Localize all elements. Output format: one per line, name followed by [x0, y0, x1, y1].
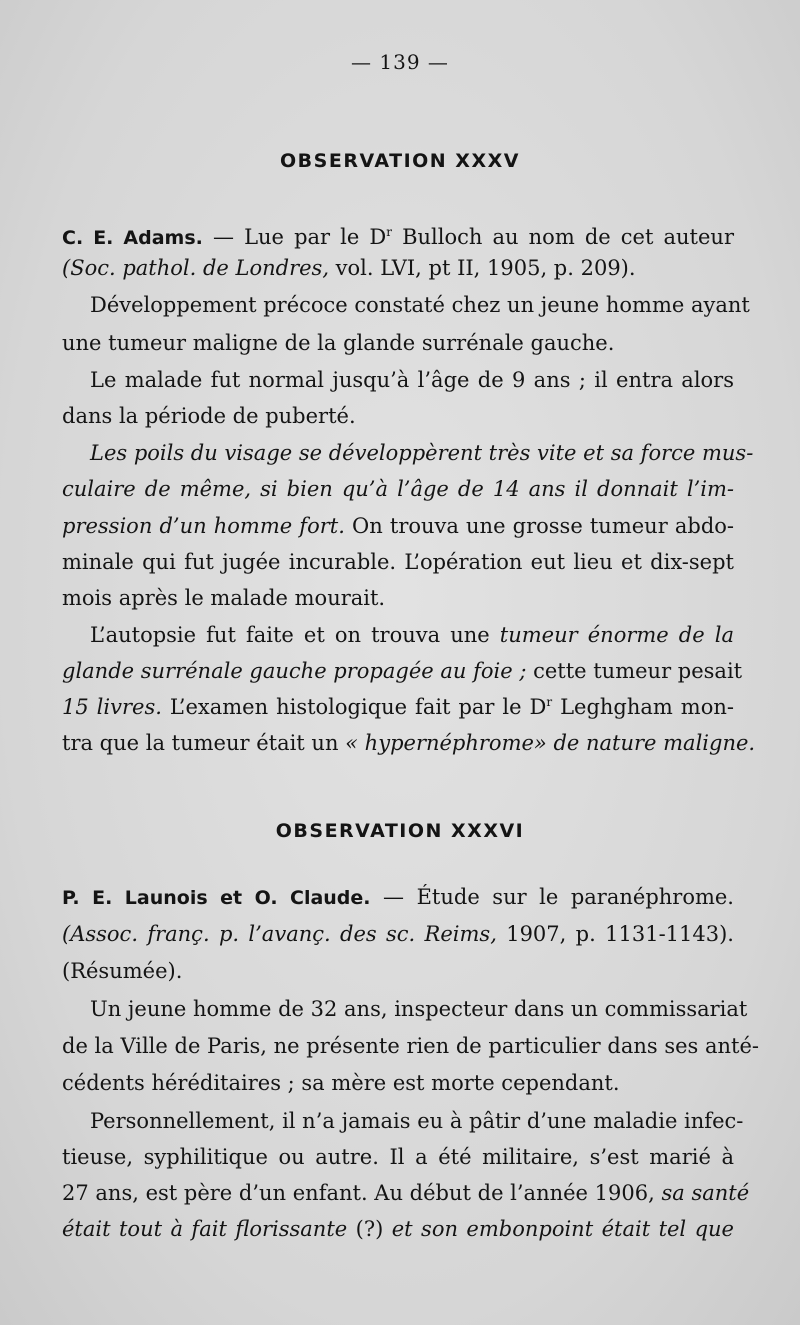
- obs35-source-line: (Soc. pathol. de Londres, vol. LVI, pt II, 1905, p. 209).: [62, 256, 636, 280]
- page-number: — 139 —: [351, 50, 449, 74]
- obs36-paragraph-line: de la Ville de Paris, ne présente rien de particulier dans ses anté-: [62, 1034, 759, 1058]
- obs36-citation-line: P. E. Launois et O. Claude. — Étude sur le paranéphrome.: [62, 885, 734, 909]
- obs36-paragraph-line: 27 ans, est père d’un enfant. Au début de l’année 1906, sa santé: [62, 1181, 750, 1205]
- obs36-paragraph-line: Personnellement, il n’a jamais eu à pâtir d’une maladie infec-: [90, 1109, 744, 1133]
- obs36-authors: P. E. Launois et O. Claude.: [62, 887, 371, 909]
- obs35-author: C. E. Adams.: [62, 227, 203, 249]
- obs36-paragraph-line: tieuse, syphilitique ou autre. Il a été militaire, s’est marié à: [62, 1145, 734, 1169]
- obs35-paragraph-line: tra que la tumeur était un « hypernéphrome» de nature maligne.: [62, 731, 756, 755]
- obs35-paragraph-line: Développement précoce constaté chez un jeune homme ayant: [90, 293, 750, 317]
- obs36-source-line: (Assoc. franç. p. l’avanç. des sc. Reims, 1907, p. 1131-1143).: [62, 922, 734, 946]
- obs35-paragraph-line: L’autopsie fut faite et on trouva une tumeur énorme de la: [90, 623, 734, 647]
- obs36-paragraph-line: cédents héréditaires ; sa mère est morte cependant.: [62, 1071, 620, 1095]
- obs35-paragraph-line: Les poils du visage se développèrent très vite et sa force mus-: [90, 441, 754, 465]
- obs35-paragraph-line: culaire de même, si bien qu’à l’âge de 14 ans il donnait l’im-: [62, 477, 734, 501]
- obs35-paragraph-line: mois après le malade mourait.: [62, 586, 386, 610]
- obs36-summary-note: (Résumée).: [62, 959, 183, 983]
- observation-35-title: OBSERVATION XXXV: [280, 150, 520, 172]
- obs36-paragraph-line: était tout à fait florissante (?) et son embonpoint était tel que: [62, 1217, 734, 1241]
- obs35-paragraph-line: une tumeur maligne de la glande surrénale gauche.: [62, 331, 615, 355]
- obs35-paragraph-line: minale qui fut jugée incurable. L’opération eut lieu et dix-sept: [62, 550, 734, 574]
- obs35-paragraph-line: 15 livres. L’examen histologique fait par le $D^r$ Leghgham mon-: [62, 695, 734, 719]
- obs35-paragraph-line: glande surrénale gauche propagée au foie ; cette tumeur pesait: [62, 659, 743, 683]
- obs35-paragraph-line: dans la période de puberté.: [62, 404, 356, 428]
- obs35-paragraph-line: pression d’un homme fort. On trouva une grosse tumeur abdo-: [62, 514, 735, 538]
- obs35-citation-line: C. E. Adams. — Lue par le $D^r$ Bulloch au nom de cet auteur: [62, 225, 734, 249]
- obs36-paragraph-line: Un jeune homme de 32 ans, inspecteur dans un commissariat: [90, 997, 748, 1021]
- observation-36-title: OBSERVATION XXXVI: [275, 820, 525, 842]
- obs35-paragraph-line: Le malade fut normal jusqu’à l’âge de 9 ans ; il entra alors: [90, 368, 734, 392]
